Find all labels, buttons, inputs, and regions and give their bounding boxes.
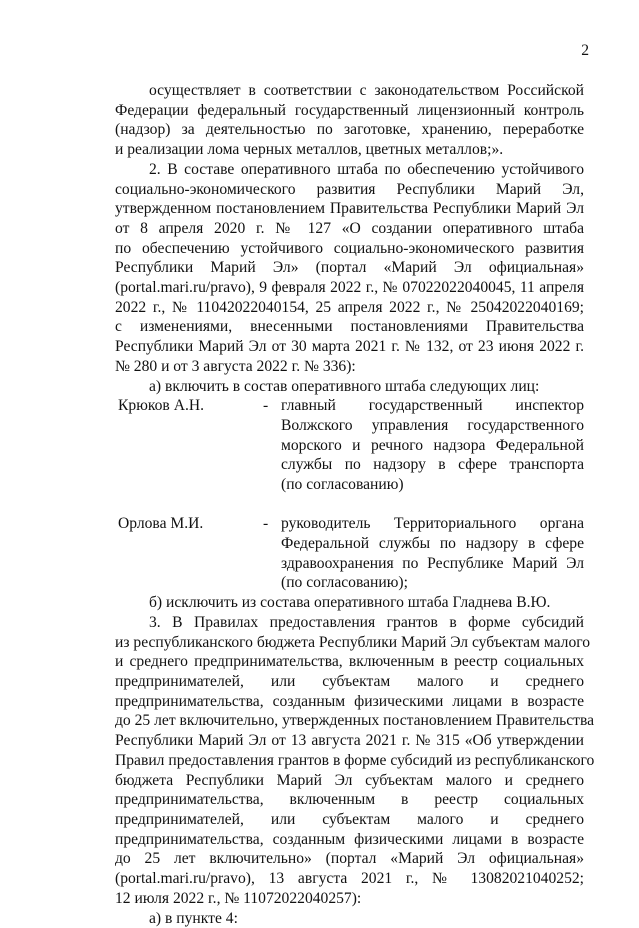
text-line: предпринимательства, включенным в реестр социальных <box>115 790 584 810</box>
person-entry <box>115 396 584 514</box>
text-line: Республики Марий Эл от 13 августа 2021 г. № 315 «Об утверждении <box>115 731 584 751</box>
item-a-include: а) включить в состав оперативного штаба следующих лиц: <box>115 377 584 397</box>
text-line: Республики Марий Эл от 30 марта 2021 г. № 132, от 23 июня 2022 г. <box>115 337 584 357</box>
text-line: 12 июля 2022 г., № 11072022040257): <box>115 889 584 909</box>
text-line: здравоохранения по Республике Марий Эл <box>281 554 584 574</box>
text-line: до 25 лет включительно, утвержденных постановлением Правительства <box>115 711 584 731</box>
person-position <box>281 396 584 495</box>
text-line: и реализации лома черных металлов, цветных металлов;». <box>115 140 584 160</box>
text-line: № 280 и от 3 августа 2022 г. № 336): <box>115 357 584 377</box>
text-line: 2022 г., № 11042022040154, 25 апреля 2022 г., № 25042022040169; <box>115 298 584 318</box>
text-line: Волжского управления государственного <box>281 416 584 436</box>
text-line: предпринимателей, или субъектам малого и среднего <box>115 672 584 692</box>
text-line: морского и речного надзора Федеральной <box>281 436 584 456</box>
text-line: из республиканского бюджета Республики Марий Эл субъектам малого <box>115 633 584 653</box>
text-line: бюджета Республики Марий Эл субъектам малого и среднего <box>115 771 584 791</box>
text-line: Республики Марий Эл» (портал «Марий Эл официальная» <box>115 258 584 278</box>
text-line: (portal.mari.ru/pravo), 13 августа 2021 г., № 13082021040252; <box>115 869 584 889</box>
text-line: (надзор) за деятельностью по заготовке, хранению, переработке <box>115 120 584 140</box>
text-line: Федерации федеральный государственный лицензионный контроль <box>115 101 584 121</box>
person-name: Крюков А.Н. <box>118 396 204 416</box>
text-line: службы по надзору в сфере транспорта <box>281 455 584 475</box>
text-line: (по согласованию) <box>281 475 584 495</box>
page-number: 2 <box>581 41 589 61</box>
person-dash: - <box>263 514 268 534</box>
text-line: предпринимательства, созданным физическими лицами в возрасте <box>115 830 584 850</box>
paragraph-continuation <box>115 81 584 160</box>
text-line: (portal.mari.ru/pravo), 9 февраля 2022 г., № 07022022040045, 11 апреля <box>115 278 584 298</box>
text-line: предпринимательства, созданным физическими лицами в возрасте <box>115 692 584 712</box>
document-body <box>115 81 584 928</box>
text-line: с изменениями, внесенными постановлениями Правительства <box>115 317 584 337</box>
person-position <box>281 514 584 593</box>
text-line: осуществляет в соответствии с законодательством Российской <box>115 81 584 101</box>
text-line: Федеральной службы по надзору в сфере <box>281 534 584 554</box>
text-line: главный государственный инспектор <box>281 396 584 416</box>
person-entry <box>115 514 584 593</box>
text-line: социально-экономического развития Республики Марий Эл, <box>115 180 584 200</box>
paragraph-2 <box>115 160 584 377</box>
text-line: и среднего предпринимательства, включенным в реестр социальных <box>115 652 584 672</box>
text-line: (по согласованию); <box>281 573 584 593</box>
person-name: Орлова М.И. <box>118 514 203 534</box>
text-line: до 25 лет включительно» (портал «Марий Эл официальная» <box>115 849 584 869</box>
item-b-exclude: б) исключить из состава оперативного штаба Гладнева В.Ю. <box>115 593 584 613</box>
item-a-point-4: а) в пункте 4: <box>115 909 584 928</box>
text-line: от 8 апреля 2020 г. № 127 «О создании оперативного штаба <box>115 219 584 239</box>
text-line: руководитель Территориального органа <box>281 514 584 534</box>
person-dash: - <box>263 396 268 416</box>
text-line: 2. В составе оперативного штаба по обеспечению устойчивого <box>115 160 584 180</box>
text-line: Правил предоставления грантов в форме субсидий из республиканского <box>115 751 584 771</box>
text-line: 3. В Правилах предоставления грантов в форме субсидий <box>115 613 584 633</box>
text-line: по обеспечению устойчивого социально-экономического развития <box>115 239 584 259</box>
text-line: утвержденном постановлением Правительства Республики Марий Эл <box>115 199 584 219</box>
text-line: предпринимателей, или субъектам малого и среднего <box>115 810 584 830</box>
paragraph-3 <box>115 613 584 909</box>
